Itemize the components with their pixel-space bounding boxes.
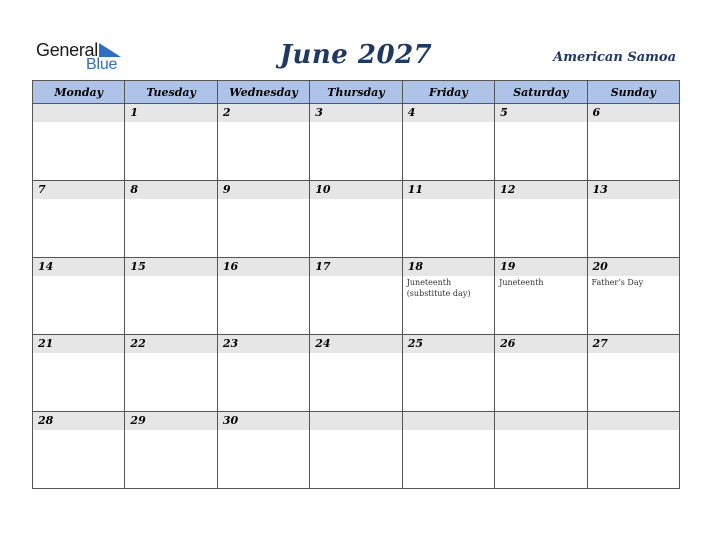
week-row bbox=[33, 258, 680, 335]
day-number: 9 bbox=[218, 181, 309, 199]
weekday-header: Sunday bbox=[587, 81, 679, 104]
day-cell bbox=[33, 181, 125, 258]
weeks-body bbox=[33, 104, 680, 489]
day-cell bbox=[125, 258, 217, 335]
day-number: 15 bbox=[125, 258, 216, 276]
day-number: 5 bbox=[495, 104, 586, 122]
holiday-label: Juneteenth (substitute day) bbox=[406, 278, 471, 298]
holiday-label: Father’s Day bbox=[591, 278, 644, 287]
day-number: 11 bbox=[403, 181, 494, 199]
logo-text-blue: Blue bbox=[86, 56, 118, 73]
day-number bbox=[33, 104, 124, 122]
day-cell bbox=[402, 412, 494, 489]
day-cell bbox=[587, 258, 679, 335]
day-number: 28 bbox=[33, 412, 124, 430]
day-number: 7 bbox=[33, 181, 124, 199]
region-name: American Samoa bbox=[553, 50, 676, 65]
day-number bbox=[495, 412, 586, 430]
week-row bbox=[33, 412, 680, 489]
day-cell bbox=[217, 258, 309, 335]
day-number: 23 bbox=[218, 335, 309, 353]
day-number: 6 bbox=[588, 104, 679, 122]
day-number bbox=[403, 412, 494, 430]
day-number: 21 bbox=[33, 335, 124, 353]
calendar-title: June 2027 bbox=[279, 40, 433, 70]
day-number: 10 bbox=[310, 181, 401, 199]
day-cell bbox=[33, 104, 125, 181]
day-number: 13 bbox=[588, 181, 679, 199]
day-cell bbox=[125, 181, 217, 258]
day-cell bbox=[33, 258, 125, 335]
day-number bbox=[310, 412, 401, 430]
weekday-header: Tuesday bbox=[125, 81, 217, 104]
day-number: 8 bbox=[125, 181, 216, 199]
day-number: 12 bbox=[495, 181, 586, 199]
day-number: 16 bbox=[218, 258, 309, 276]
day-number: 20 bbox=[588, 258, 679, 276]
day-cell bbox=[310, 258, 402, 335]
day-number bbox=[588, 412, 679, 430]
day-number: 3 bbox=[310, 104, 401, 122]
day-cell bbox=[310, 181, 402, 258]
day-cell bbox=[587, 181, 679, 258]
day-cell bbox=[33, 412, 125, 489]
day-number: 25 bbox=[403, 335, 494, 353]
day-cell bbox=[125, 335, 217, 412]
day-cell bbox=[33, 335, 125, 412]
day-cell bbox=[217, 181, 309, 258]
weekday-header: Monday bbox=[33, 81, 125, 104]
day-cell bbox=[402, 104, 494, 181]
day-number: 19 bbox=[495, 258, 586, 276]
day-number: 1 bbox=[125, 104, 216, 122]
day-cell bbox=[217, 335, 309, 412]
weekday-header: Thursday bbox=[310, 81, 402, 104]
day-cell bbox=[402, 181, 494, 258]
weekday-header: Friday bbox=[402, 81, 494, 104]
calendar-grid bbox=[32, 80, 680, 489]
day-cell bbox=[125, 104, 217, 181]
day-number: 29 bbox=[125, 412, 216, 430]
day-cell bbox=[495, 181, 587, 258]
logo-text-general: General bbox=[36, 40, 98, 60]
day-cell bbox=[310, 412, 402, 489]
day-cell bbox=[495, 104, 587, 181]
weekday-header: Saturday bbox=[495, 81, 587, 104]
week-row bbox=[33, 181, 680, 258]
day-number: 2 bbox=[218, 104, 309, 122]
weekday-header-row bbox=[33, 81, 680, 104]
week-row bbox=[33, 104, 680, 181]
day-number: 26 bbox=[495, 335, 586, 353]
day-number: 22 bbox=[125, 335, 216, 353]
day-number: 14 bbox=[33, 258, 124, 276]
day-cell bbox=[217, 412, 309, 489]
day-number: 27 bbox=[588, 335, 679, 353]
day-cell bbox=[495, 412, 587, 489]
day-cell bbox=[402, 258, 494, 335]
day-cell bbox=[495, 335, 587, 412]
day-number: 18 bbox=[403, 258, 494, 276]
day-number: 24 bbox=[310, 335, 401, 353]
holiday-label: Juneteenth bbox=[499, 278, 544, 287]
day-cell bbox=[495, 258, 587, 335]
day-cell bbox=[310, 104, 402, 181]
weekday-header: Wednesday bbox=[217, 81, 309, 104]
day-cell bbox=[217, 104, 309, 181]
day-number: 17 bbox=[310, 258, 401, 276]
day-number: 30 bbox=[218, 412, 309, 430]
week-row bbox=[33, 335, 680, 412]
day-number: 4 bbox=[403, 104, 494, 122]
day-cell bbox=[587, 335, 679, 412]
day-cell bbox=[125, 412, 217, 489]
day-cell bbox=[587, 104, 679, 181]
day-cell bbox=[587, 412, 679, 489]
day-cell bbox=[402, 335, 494, 412]
day-cell bbox=[310, 335, 402, 412]
